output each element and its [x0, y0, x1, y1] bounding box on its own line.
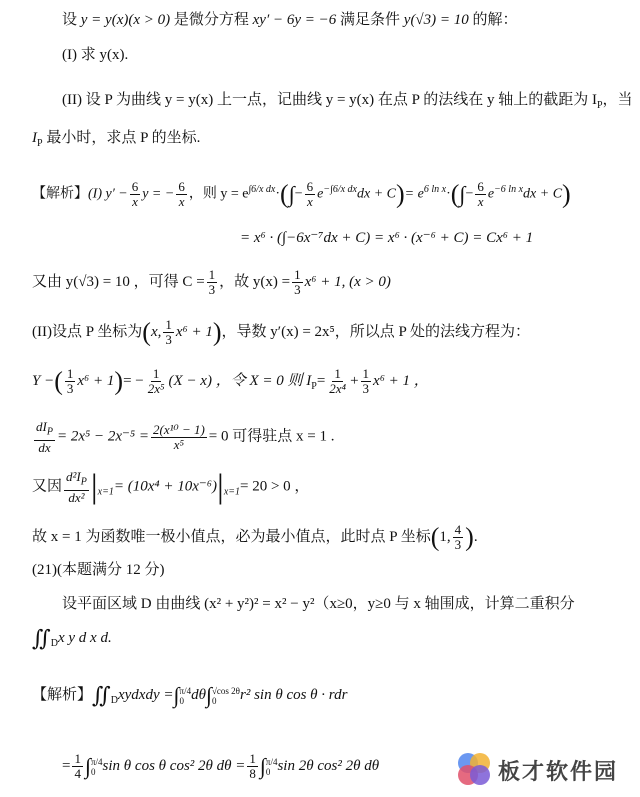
problem20-part2 — [62, 90, 632, 116]
fraction — [64, 470, 89, 505]
solution20-line4: (II)设点 P 坐标为(x, $\frac{1}{3}$ x⁶ + 1)，导数 y′(x) = 2x⁵，所以点 P 处的法线方程为： — [32, 317, 531, 347]
fraction — [163, 318, 174, 347]
math: ，则 y = e — [188, 186, 249, 202]
math: Y − — [32, 372, 55, 389]
fraction — [151, 423, 207, 452]
problem20-stem — [62, 10, 632, 30]
math: y(√3) = 10 — [403, 12, 469, 28]
solution20-line6 — [32, 420, 632, 455]
math: y = − — [142, 186, 175, 202]
denominator: 3 — [294, 282, 301, 297]
section-head: 【解析】 — [32, 186, 88, 202]
math: = 2x⁵ − 2x⁻⁵ = — [56, 428, 149, 445]
math: · — [446, 186, 451, 202]
fraction — [146, 367, 167, 396]
text: 是微分方程 — [170, 12, 253, 28]
numerator: 1 — [334, 366, 341, 381]
math: x, — [150, 323, 162, 340]
problem21-stem — [62, 594, 632, 614]
fraction: $\frac{6}{x}$ — [306, 179, 314, 209]
subscript: x=1 — [97, 486, 114, 498]
section-head: 【解析】 — [32, 687, 93, 703]
denominator: 3 — [208, 282, 216, 297]
math: x⁶ + 1 ， — [373, 372, 429, 389]
text: ，当 — [602, 92, 633, 108]
denominator: 8 — [249, 766, 256, 781]
watermark — [450, 745, 640, 793]
math: dx + C — [523, 186, 563, 202]
math: (I) y′ − — [88, 186, 128, 202]
text: 最小时，求点 P 的坐标. — [42, 130, 201, 146]
subscript: x=1 — [223, 486, 241, 498]
denominator: 3 — [165, 332, 172, 347]
integral-sign: ∫ — [173, 682, 180, 708]
math: dx + C — [357, 186, 396, 202]
math: x⁶ + 1, (x > 0) — [304, 273, 391, 290]
subscript: D — [110, 695, 118, 706]
denominator: 2x⁵ — [147, 381, 165, 396]
numerator: dI — [36, 419, 47, 434]
fraction — [72, 752, 83, 781]
math: = — [62, 757, 71, 774]
subscript: P — [80, 476, 87, 488]
text: 设平面区域 D 由曲线 (x² + y²)² = x² − y²（x≥0，y≥0 与 x 轴围成，计算二重积分 — [62, 596, 575, 612]
denominator: dx² — [68, 489, 85, 505]
numerator: 6 — [178, 179, 185, 194]
math: 1, — [439, 528, 451, 545]
denominator: x — [178, 194, 185, 209]
problem21-stem-cont — [32, 625, 632, 654]
math: y = y(x)(x > 0) — [80, 12, 171, 28]
upper-limit: π/4 — [265, 756, 278, 767]
math: = x⁶ · (∫−6x⁻⁷dx + C) = x⁶ · (x⁻⁶ + C) = Cx⁶ + 1 — [240, 230, 534, 246]
lower-limit: 0 — [91, 766, 96, 777]
math: dθ — [191, 687, 206, 703]
solution21-line2 — [62, 752, 462, 781]
denominator: 3 — [454, 537, 462, 552]
subscript: P — [311, 380, 317, 392]
math: x y d x d. — [57, 630, 112, 646]
lower-limit: 0 — [179, 695, 185, 706]
math: I — [32, 130, 37, 146]
math: . — [473, 528, 478, 545]
text: 的解： — [468, 12, 518, 28]
text: 设 — [62, 12, 81, 28]
fraction: $\frac{6}{x}$ — [477, 179, 484, 209]
subscript: D — [50, 638, 58, 649]
subscript: P — [37, 138, 43, 149]
math: e — [487, 186, 495, 202]
fraction — [207, 268, 218, 297]
lower-limit: 0 — [265, 766, 271, 777]
fraction — [176, 180, 187, 209]
numerator: 6 — [131, 179, 139, 194]
text: ，故 y(x) = — [219, 273, 291, 290]
text: 又因 — [32, 478, 63, 495]
fraction — [34, 420, 55, 455]
denominator: 4 — [74, 766, 81, 781]
subscript: P — [596, 100, 603, 111]
watermark-text: 板才软件园 — [498, 760, 619, 785]
numerator: 1 — [74, 751, 81, 766]
problem-head: (21)(本题满分 12 分) — [32, 562, 165, 578]
math: = (10x⁴ + 10x⁻⁶) — [113, 478, 218, 495]
numerator: 4 — [454, 522, 462, 537]
upper-limit: √cos 2θ — [211, 685, 240, 696]
problem20-part1 — [62, 45, 632, 65]
exponent: −6 ln x — [494, 184, 524, 196]
math: = — [316, 372, 326, 389]
math: − — [294, 186, 303, 202]
problem20-part2-cont — [32, 128, 632, 154]
solution20-line2 — [240, 228, 630, 248]
fraction — [130, 180, 141, 209]
lower-limit: 0 — [211, 695, 217, 706]
solution20-line8: 故 x = 1 为函数唯一极小值点，必为最小值点，此时点 P 坐标(1, $\frac{4}{3}$ ). — [32, 522, 478, 552]
solution20-line5: Y −( $\frac{1}{3}$ x⁶ + 1)= − $\frac{1}{\text{2x⁵}}$ (X − x) ，令 X = 0 则 $I_P=$ $\frac{1}{\text{2x⁴}}$ + $\frac{1}{3}$ x⁶ + 1 ， — [32, 366, 429, 396]
upper-limit: π/4 — [179, 685, 192, 696]
exponent: −∫6/x dx — [323, 184, 357, 196]
integral-sign: ∬ — [92, 682, 111, 708]
exponent: ∫6/x dx — [248, 184, 276, 196]
text: (I) 求 y(x). — [62, 47, 129, 63]
math: = − — [123, 372, 144, 389]
math: x⁶ + 1 — [77, 372, 115, 389]
upper-limit: π/4 — [91, 756, 103, 767]
subscript: P — [46, 426, 53, 438]
text: (II) 设 P 为曲线 y = y(x) 上一点，记曲线 y = y(x) 在点 P 的法线在 y 轴上的截距为 I — [62, 92, 597, 108]
text: 满足条件 — [336, 12, 404, 28]
solution21-line1 — [32, 682, 632, 711]
math: sin 2θ cos² 2θ dθ — [277, 757, 380, 774]
math: · — [275, 186, 281, 202]
numerator: 2(x¹⁰ − 1) — [152, 421, 205, 437]
text: 又由 y(√3) = 10 ，可得 C = — [32, 273, 205, 290]
numerator: 1 — [208, 267, 216, 282]
math: e — [317, 186, 324, 202]
math: = e — [404, 186, 424, 202]
fraction — [65, 367, 76, 396]
fraction — [453, 523, 464, 552]
denominator: dx — [38, 439, 51, 455]
math: xydxdy = — [117, 687, 174, 703]
solution20-line7: 又因 $\frac{d^2I_P}{\text{dx²}}$ $|_{x=1}= (10x^4 + 10x^{-6})|_{x=1}= 20 > 0$ ， — [32, 468, 310, 506]
fraction — [247, 752, 258, 781]
integral-sign: ∫ — [205, 682, 212, 708]
text: = 0 可得驻点 x = 1 . — [208, 428, 335, 445]
math: + — [350, 372, 359, 389]
integral-sign: ∫ — [84, 753, 91, 779]
numerator: 1 — [249, 751, 256, 766]
solution20-line1: 【解析】(I) y′ − $\frac{6}{x}$ y = − $\frac{6}{x}$ ，则 $y = e^{\int 6/x dx}\cdot(\int-$ $\frac{6}{x}$ $e^{-\int 6/x dx}dx + C)= e^{6 ln x}\cdot(\int-$ $\frac{6}{x}$ $e^{-6 ln x}dx + C$) — [32, 179, 571, 209]
denominator: 2x⁴ — [329, 381, 347, 396]
math: xy′ − 6y = −6 — [252, 12, 337, 28]
exponent: 6 ln x — [423, 184, 447, 196]
numerator: 1 — [294, 267, 301, 282]
math: (X − x) ，令 X = 0 则 I — [168, 372, 312, 389]
math: sin θ cos θ cos² 2θ dθ = — [102, 757, 246, 774]
fraction — [327, 367, 348, 396]
numerator: 1 — [165, 317, 172, 332]
denominator: x — [132, 194, 138, 209]
numerator: 1 — [66, 366, 74, 381]
denominator: 3 — [362, 381, 370, 396]
text: ，导数 y′(x) = 2x⁵，所以点 P 处的法线方程为： — [221, 323, 531, 340]
math: x⁶ + 1 — [175, 323, 213, 340]
math: = 20 > 0 ， — [240, 478, 310, 495]
text: 故 x = 1 为函数唯一极小值点，必为最小值点，此时点 P 坐标 — [32, 528, 431, 545]
numerator: d²I — [66, 469, 81, 484]
denominator: 3 — [66, 381, 74, 396]
fraction — [292, 268, 303, 297]
brand-logo-icon — [454, 749, 494, 789]
numerator: 1 — [152, 366, 160, 381]
fraction — [361, 367, 372, 396]
denominator: x⁵ — [173, 436, 185, 452]
problem21-head — [32, 560, 632, 580]
solution20-line3 — [32, 268, 632, 297]
numerator: 1 — [362, 366, 370, 381]
integral-sign: ∬ — [32, 625, 51, 651]
integral-sign: ∫ — [259, 753, 266, 779]
math: r² sin θ cos θ · rdr — [239, 687, 348, 703]
text: (II)设点 P 坐标为 — [32, 323, 143, 340]
